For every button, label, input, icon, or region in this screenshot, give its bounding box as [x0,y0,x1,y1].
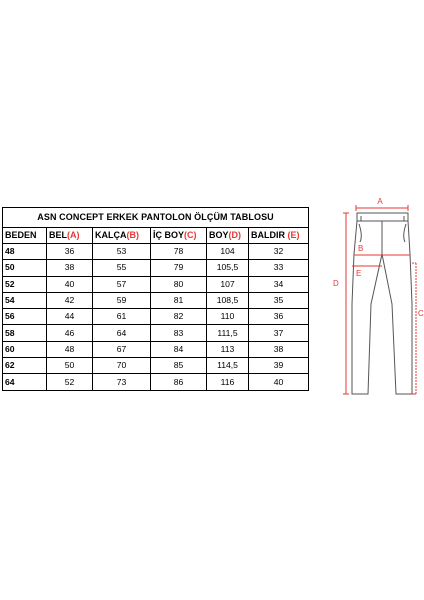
measurement-cell: 114,5 [207,358,249,374]
size-cell: 64 [3,374,47,390]
header-row [3,228,309,244]
measurement-cell: 64 [93,325,151,341]
measurement-cell: 81 [151,292,207,308]
measurement-cell: 85 [151,358,207,374]
label-b: B [358,244,364,253]
measurement-cell: 40 [47,276,93,292]
measurement-cell: 80 [151,276,207,292]
measurement-cell: 111,5 [207,325,249,341]
label-c: C [418,309,424,318]
table-row [3,374,309,390]
column-header-label: KALÇA [95,230,127,240]
measurement-cell: 36 [47,244,93,260]
measurement-cell: 78 [151,244,207,260]
column-header [207,228,249,244]
column-header-code: (A) [67,230,80,240]
size-cell: 58 [3,325,47,341]
measurement-cell: 105,5 [207,260,249,276]
measurement-cell: 107 [207,276,249,292]
measurement-cell: 34 [249,276,309,292]
measurement-cell: 104 [207,244,249,260]
size-cell: 48 [3,244,47,260]
measurement-cell: 38 [47,260,93,276]
label-e: E [356,269,362,278]
table-row [3,309,309,325]
table-row [3,292,309,308]
measurement-cell: 67 [93,341,151,357]
column-header-label: BEL [49,230,67,240]
measurement-cell: 113 [207,341,249,357]
table-row [3,244,309,260]
measurement-cell: 53 [93,244,151,260]
size-cell: 50 [3,260,47,276]
measurement-cell: 84 [151,341,207,357]
column-header [3,228,47,244]
column-header-code: (B) [126,230,139,240]
measurement-cell: 37 [249,325,309,341]
measurement-cell: 83 [151,325,207,341]
size-cell: 54 [3,292,47,308]
size-cell: 62 [3,358,47,374]
table-body [3,244,309,391]
table-row [3,341,309,357]
measurement-cell: 86 [151,374,207,390]
size-cell: 56 [3,309,47,325]
column-header-code: (E) [287,230,300,240]
measurement-cell: 108,5 [207,292,249,308]
column-header-code: (D) [228,230,242,240]
column-header [93,228,151,244]
measurement-cell: 50 [47,358,93,374]
measurement-cell: 48 [47,341,93,357]
table-row [3,325,309,341]
column-header [249,228,309,244]
measurement-cell: 59 [93,292,151,308]
table-title: ASN CONCEPT ERKEK PANTOLON ÖLÇÜM TABLOSU [3,208,309,228]
measurement-cell: 116 [207,374,249,390]
measurement-cell: 46 [47,325,93,341]
pants-outline [352,213,412,394]
measurement-cell: 35 [249,292,309,308]
label-d: D [333,279,339,288]
measurement-cell: 73 [93,374,151,390]
size-table [2,207,309,391]
table-row [3,276,309,292]
measurement-cell: 33 [249,260,309,276]
measurement-cell: 70 [93,358,151,374]
measurement-cell: 79 [151,260,207,276]
measurement-cell: 32 [249,244,309,260]
column-header [151,228,207,244]
measurement-cell: 82 [151,309,207,325]
pants-diagram [330,194,422,420]
table-row [3,358,309,374]
measurement-cell: 52 [47,374,93,390]
measurement-cell: 42 [47,292,93,308]
column-header [47,228,93,244]
measurement-cell: 57 [93,276,151,292]
measurement-cell: 40 [249,374,309,390]
label-a: A [377,197,383,206]
measurement-cell: 39 [249,358,309,374]
size-cell: 52 [3,276,47,292]
table-row [3,260,309,276]
measurement-cell: 36 [249,309,309,325]
measurement-cell: 55 [93,260,151,276]
measurement-cell: 110 [207,309,249,325]
measurement-cell: 61 [93,309,151,325]
column-header-label: BOY [209,230,229,240]
size-cell: 60 [3,341,47,357]
column-header-label: BALDIR [251,230,288,240]
measurement-cell: 44 [47,309,93,325]
column-header-label: İÇ BOY [153,230,185,240]
column-header-label: BEDEN [5,230,37,240]
column-header-code: (C) [184,230,197,240]
measurement-cell: 38 [249,341,309,357]
